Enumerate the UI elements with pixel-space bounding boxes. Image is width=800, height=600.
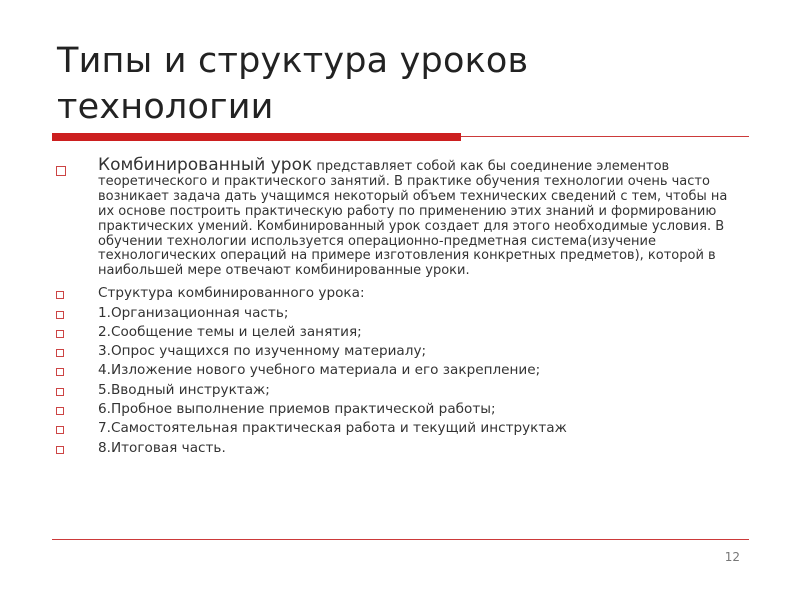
list-item-text: 5.Вводный инструктаж; bbox=[98, 381, 270, 398]
lead-paragraph: представляет собой как бы соединение элементов теоретического и практического занятий. В практике обучения технологии очень часто возникает задача дать учащимся некоторый объем технических сведений с тем, чтобы на их основе построить практическую работу по применению этих знаний и формированию практических умений. Комбинированный урок создает для этого необходимые условия. В обучении технологии используется операционно-предметная система(изучение технологических операций на примере изготовления конкретных предметов), которой в наибольшей мере отвечают комбинированные уроки. bbox=[98, 159, 728, 279]
list-item bbox=[52, 439, 742, 458]
list-item-text: 3.Опрос учащихся по изученному материалу; bbox=[98, 343, 427, 360]
footer-divider bbox=[52, 539, 749, 540]
list-item-text: 6.Пробное выполнение приемов практической работы; bbox=[98, 401, 496, 418]
square-bullet-icon bbox=[56, 311, 64, 319]
slide-body bbox=[52, 155, 742, 458]
list-item bbox=[52, 419, 742, 438]
list-item bbox=[52, 381, 742, 400]
page-number: 12 bbox=[724, 550, 740, 564]
list-item bbox=[52, 400, 742, 419]
square-bullet-icon bbox=[56, 368, 64, 376]
list-item bbox=[52, 304, 742, 323]
slide-title bbox=[57, 38, 757, 130]
list-item bbox=[52, 361, 742, 380]
list-item-text: 8.Итоговая часть. bbox=[98, 439, 226, 456]
square-bullet-icon bbox=[56, 426, 64, 434]
list-item bbox=[52, 342, 742, 361]
square-bullet-icon bbox=[56, 291, 64, 299]
square-bullet-icon bbox=[56, 330, 64, 338]
list-item-text: 4.Изложение нового учебного материала и его закрепление; bbox=[98, 362, 541, 379]
list-item-text: Структура комбинированного урока: bbox=[98, 285, 365, 302]
square-bullet-icon bbox=[56, 166, 66, 176]
slide-title-line2: технологии bbox=[57, 87, 274, 127]
list-item bbox=[52, 323, 742, 342]
list-item bbox=[52, 155, 742, 279]
slide-title-line1: Типы и структура уроков bbox=[57, 41, 529, 81]
list-item-text: 1.Организационная часть; bbox=[98, 304, 289, 321]
lead-term: Комбинированный урок bbox=[98, 155, 313, 175]
list-item-text: 2.Сообщение темы и целей занятия; bbox=[98, 323, 362, 340]
square-bullet-icon bbox=[56, 407, 64, 415]
square-bullet-icon bbox=[56, 446, 64, 454]
square-bullet-icon bbox=[56, 388, 64, 396]
title-divider-accent bbox=[52, 133, 461, 141]
list-item bbox=[52, 284, 742, 303]
list-item-text: 7.Самостоятельная практическая работа и текущий инструктаж bbox=[98, 420, 567, 437]
square-bullet-icon bbox=[56, 349, 64, 357]
